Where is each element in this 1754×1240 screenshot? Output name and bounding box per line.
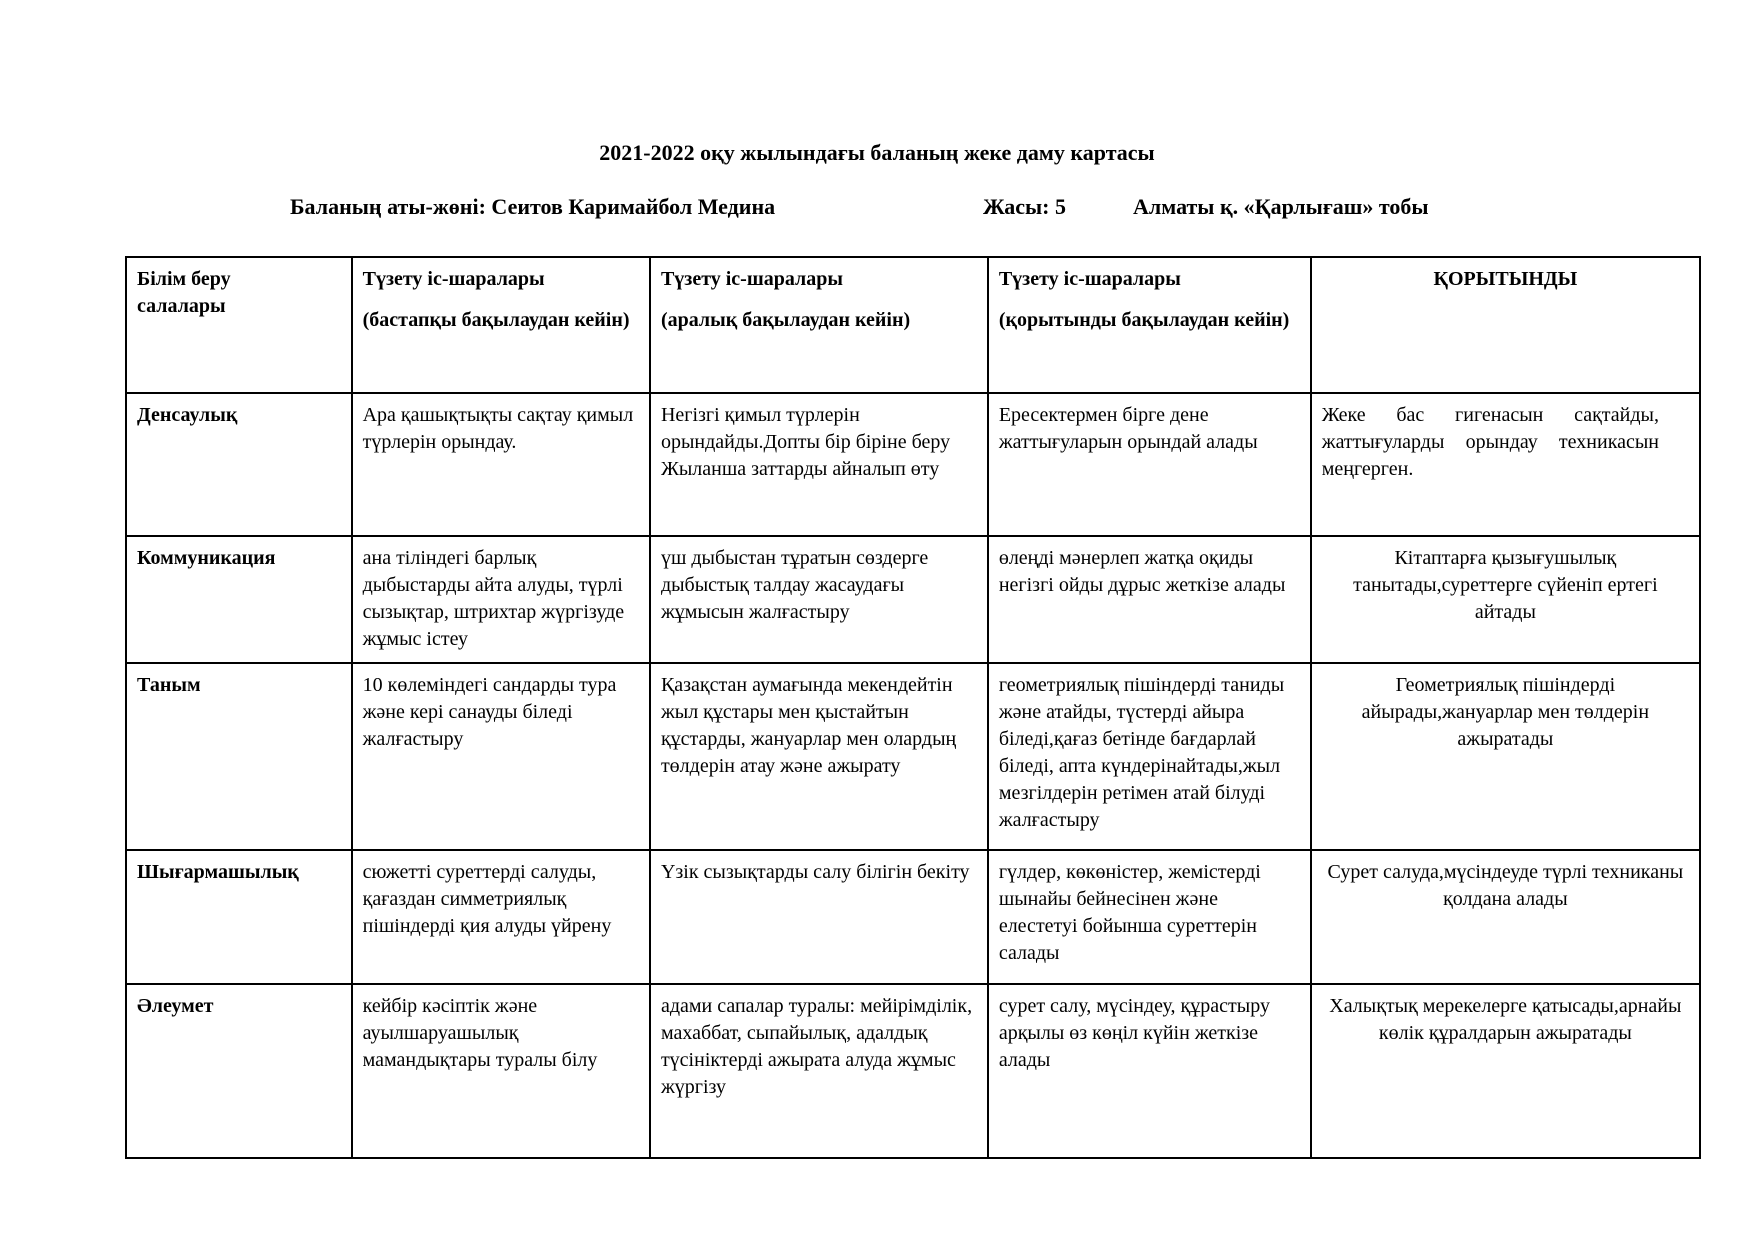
conclusion-cell: Халықтық мерекелерге қатысады,арнайы көлік құралдарын ажыратады [1311,984,1700,1158]
header-text: Түзету іс-шаралары [660,268,843,290]
final-cell: гүлдер, көкөністер, жемістерді шынайы бейнесінен және елестетуі бойынша суреттерін салады [988,850,1311,984]
header-text: Түзету іс-шаралары [362,268,545,290]
development-card-table [125,256,1701,1159]
initial-cell: Ара қашықтықты сақтау қимыл түрлерін орындау. [352,393,650,536]
document-title: 2021-2022 оқу жылындағы баланың жеке даму картасы [599,140,1155,165]
header-cell-conclusion [1311,257,1700,393]
header-subtext: (бастапқы бақылаудан кейін) [362,309,630,331]
intermediate-cell: Үзік сызықтарды салу білігін бекіту [650,850,988,984]
table-row [126,536,1700,663]
area-cell: Таным [126,663,352,850]
header-text: Білім беру [137,268,231,290]
table-row [126,984,1700,1158]
table-row [126,393,1700,536]
intermediate-cell: үш дыбыстан тұратын сөздерге дыбыстық талдау жасаудағы жұмысын жалғастыру [650,536,988,663]
area-cell: Әлеумет [126,984,352,1158]
table-row [126,850,1700,984]
final-cell: сурет салу, мүсіндеу, құрастыру арқылы өз көңіл күйін жеткізе алады [988,984,1311,1158]
header-text: салалары [137,295,226,317]
child-name: Баланың аты-жөні: Сеитов Каримайбол Медина [290,194,776,219]
header-subtext: (аралық бақылаудан кейін) [660,309,911,331]
intermediate-cell: Қазақстан аумағында мекендейтін жыл құстары мен қыстайтын құстарды, жануарлар мен олардың төлдерін атау және ажырату [650,663,988,850]
intermediate-cell: Негізгі қимыл түрлерін орындайды.Допты бір біріне беру Жыланша заттарды айналып өту [650,393,988,536]
header-cell-final [988,257,1311,393]
initial-cell: ана тіліндегі барлық дыбыстарды айта алуды, түрлі сызықтар, штрихтар жүргізуде жұмыс істеу [352,536,650,663]
header-cell-areas [126,257,352,393]
conclusion-cell: Жеке бас гигенасын сақтайды, жаттығуларды орындау техникасын меңгерген. [1311,393,1700,536]
conclusion-cell: Сурет салуда,мүсіндеуде түрлі техниканы қолдана алады [1311,850,1700,984]
initial-cell: сюжетті суреттерді салуды, қағаздан симметриялық пішіндерді қия алуды үйрену [352,850,650,984]
area-cell: Денсаулық [126,393,352,536]
table-header-row [126,257,1700,393]
child-group: Алматы қ. «Қарлығаш» тобы [1133,194,1429,219]
table-row [126,663,1700,850]
header-text: ҚОРЫТЫНДЫ [1433,268,1578,290]
initial-cell: кейбір кәсіптік және ауылшаруашылық мамандықтары туралы білу [352,984,650,1158]
intermediate-cell: адами сапалар туралы: мейірімділік, махаббат, сыпайылық, адалдық түсініктерді ажырата алуда жұмыс жүргізу [650,984,988,1158]
conclusion-cell: Кітаптарға қызығушылық танытады,суреттерге сүйеніп ертегі айтады [1311,536,1700,663]
header-text: Түзету іс-шаралары [998,268,1181,290]
header-cell-intermediate [650,257,988,393]
conclusion-cell: Геометриялық пішіндерді айырады,жануарлар мен төлдерін ажыратады [1311,663,1700,850]
header-cell-initial [352,257,650,393]
final-cell: Ересектермен бірге дене жаттығуларын орындай алады [988,393,1311,536]
child-age: Жасы: 5 [983,194,1066,219]
final-cell: геометриялық пішіндерді таниды және атайды, түстерді айыра біледі,қағаз бетінде бағдарлай біледі, апта күндерінайтады,жыл мезгілдерін ретімен атай білуді жалғастыру [988,663,1311,850]
final-cell: өлеңді мәнерлеп жатқа оқиды негізгі ойды дұрыс жеткізе алады [988,536,1311,663]
header-subtext: (қорытынды бақылаудан кейін) [998,309,1290,331]
area-cell: Коммуникация [126,536,352,663]
area-cell: Шығармашылық [126,850,352,984]
initial-cell: 10 көлеміндегі сандарды тура және кері санауды біледі жалғастыру [352,663,650,850]
